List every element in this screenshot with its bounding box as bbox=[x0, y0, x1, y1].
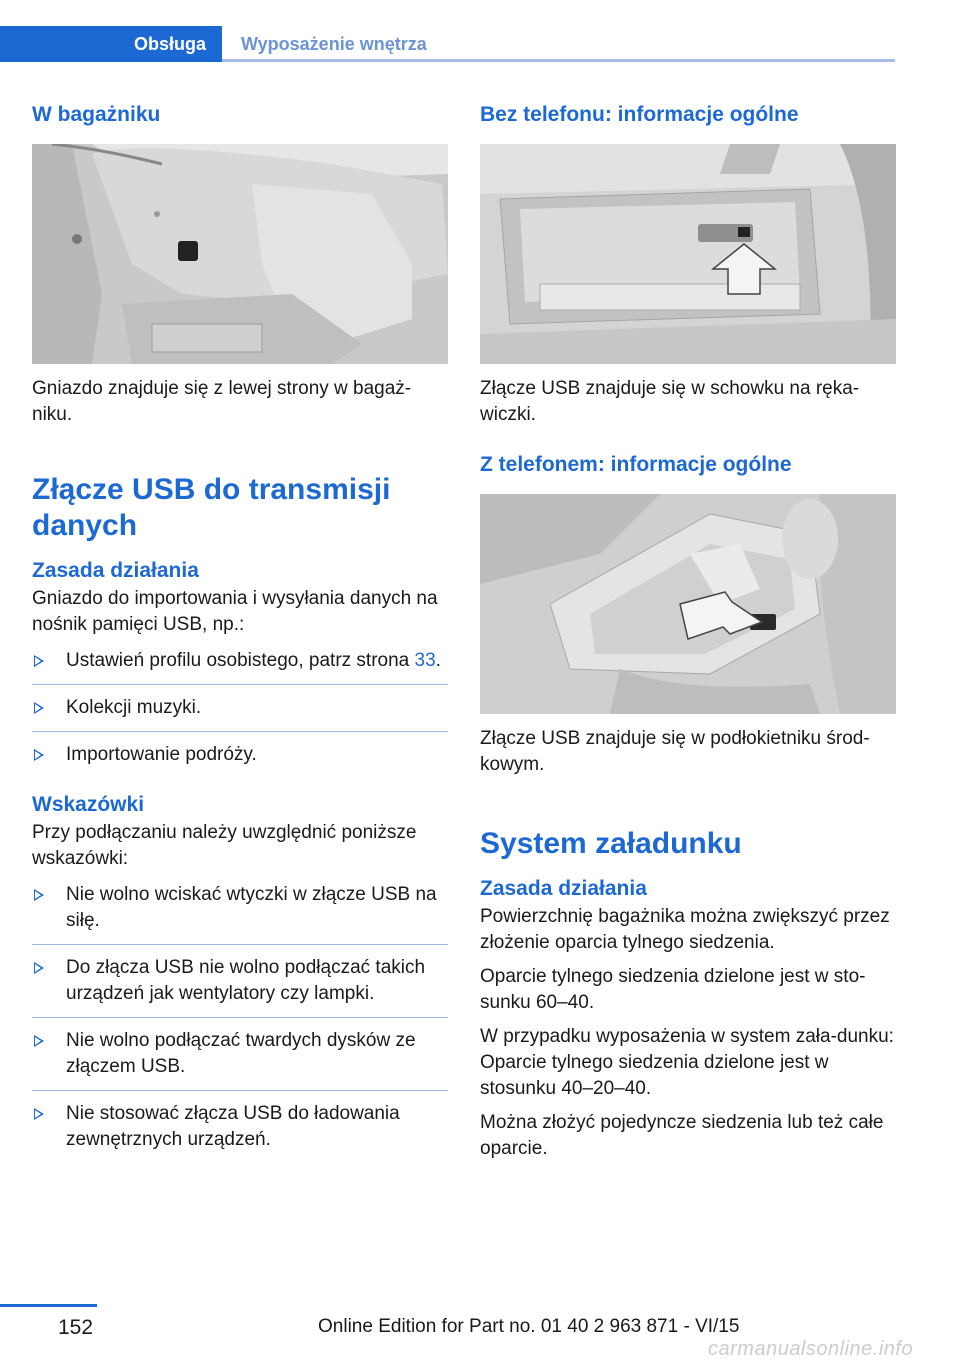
list-separator bbox=[32, 731, 448, 732]
tab-wyposazenie-label: Wyposażenie wnętrza bbox=[241, 33, 427, 54]
phone-heading: Z telefonem: informacje ogólne bbox=[480, 453, 792, 476]
bullet-triangle-icon bbox=[34, 702, 44, 714]
trunk-heading: W bagażniku bbox=[32, 103, 161, 126]
cargo-paragraph-3: W przypadku wyposażenia w system zała-dunku: Oparcie tylnego siedzenia dzielone jest w stosunku 40–20–40. bbox=[480, 1026, 894, 1099]
glovebox-image bbox=[480, 144, 896, 364]
list-item bbox=[32, 742, 448, 768]
bullet-triangle-icon bbox=[34, 1108, 44, 1120]
list-item-text: Nie wolno wciskać wtyczki w złącze USB na siłę. bbox=[66, 884, 437, 931]
hints-list bbox=[32, 882, 448, 1153]
page-link[interactable]: 33 bbox=[414, 650, 436, 671]
right-column bbox=[480, 100, 896, 1162]
list-item bbox=[32, 955, 448, 1007]
hints-heading: Wskazówki bbox=[32, 793, 145, 816]
trunk-caption: Gniazdo znajduje się z lewej strony w bagaż-niku. bbox=[32, 378, 412, 425]
list-item bbox=[32, 648, 448, 674]
edition-text: Online Edition for Part no. 01 40 2 963 871 - VI/15 bbox=[318, 1316, 740, 1337]
tab-obsluga[interactable] bbox=[0, 26, 222, 62]
header-tabs bbox=[0, 26, 895, 62]
tab-obsluga-label: Obsługa bbox=[133, 33, 206, 54]
bullet-triangle-icon bbox=[34, 962, 44, 974]
no-phone-caption: Złącze USB znajduje się w schowku na ręka-wiczki. bbox=[480, 378, 860, 425]
cargo-principle-heading: Zasada działania bbox=[480, 877, 647, 900]
list-separator bbox=[32, 1017, 448, 1018]
bullet-triangle-icon bbox=[34, 749, 44, 761]
list-item-text: Ustawień profilu osobistego, patrz strona bbox=[66, 650, 415, 671]
list-item-suffix: . bbox=[435, 650, 441, 671]
list-item-text: Importowanie podróży. bbox=[66, 744, 257, 765]
cargo-section-title: System załadunku bbox=[480, 827, 742, 860]
phone-caption: Złącze USB znajduje się w podłokietniku środ-kowym. bbox=[480, 728, 870, 775]
usb-section-title: Złącze USB do transmisji danych bbox=[32, 473, 391, 542]
list-separator bbox=[32, 944, 448, 945]
bullet-triangle-icon bbox=[34, 655, 44, 667]
list-item-text: Kolekcji muzyki. bbox=[66, 697, 202, 718]
cargo-paragraph-1: Powierzchnię bagażnika można zwiększyć przez złożenie oparcia tylnego siedzenia. bbox=[480, 906, 890, 953]
list-item bbox=[32, 882, 448, 934]
list-item-text: Do złącza USB nie wolno podłączać takich urządzeń jak wentylatory czy lampki. bbox=[66, 957, 426, 1004]
list-item bbox=[32, 1101, 448, 1153]
list-separator bbox=[32, 1090, 448, 1091]
principle-text: Gniazdo do importowania i wysyłania danych na nośnik pamięci USB, np.: bbox=[32, 588, 438, 635]
list-item-text: Nie stosować złącza USB do ładowania zewnętrznych urządzeń. bbox=[66, 1103, 400, 1150]
cargo-paragraph-2: Oparcie tylnego siedzenia dzielone jest w sto-sunku 60–40. bbox=[480, 966, 866, 1013]
list-item-text: Nie wolno podłączać twardych dysków ze złączem USB. bbox=[66, 1030, 416, 1077]
principle-heading: Zasada działania bbox=[32, 559, 199, 582]
watermark: carmanualsonline.info bbox=[708, 1338, 914, 1360]
left-column bbox=[32, 100, 448, 1153]
page-number-rule bbox=[0, 1304, 97, 1307]
principle-list bbox=[32, 648, 448, 768]
armrest-image bbox=[480, 494, 896, 714]
bullet-triangle-icon bbox=[34, 889, 44, 901]
trunk-image bbox=[32, 144, 448, 364]
tab-underline bbox=[222, 59, 895, 62]
tab-wyposazenie[interactable] bbox=[222, 26, 895, 62]
bullet-triangle-icon bbox=[34, 1035, 44, 1047]
list-separator bbox=[32, 684, 448, 685]
hints-text: Przy podłączaniu należy uwzględnić poniższe wskazówki: bbox=[32, 822, 417, 869]
list-item bbox=[32, 1028, 448, 1080]
no-phone-heading: Bez telefonu: informacje ogólne bbox=[480, 103, 799, 126]
page-number: 152 bbox=[58, 1316, 94, 1339]
cargo-paragraph-4: Można złożyć pojedyncze siedzenia lub też całe oparcie. bbox=[480, 1112, 884, 1159]
list-item bbox=[32, 695, 448, 721]
